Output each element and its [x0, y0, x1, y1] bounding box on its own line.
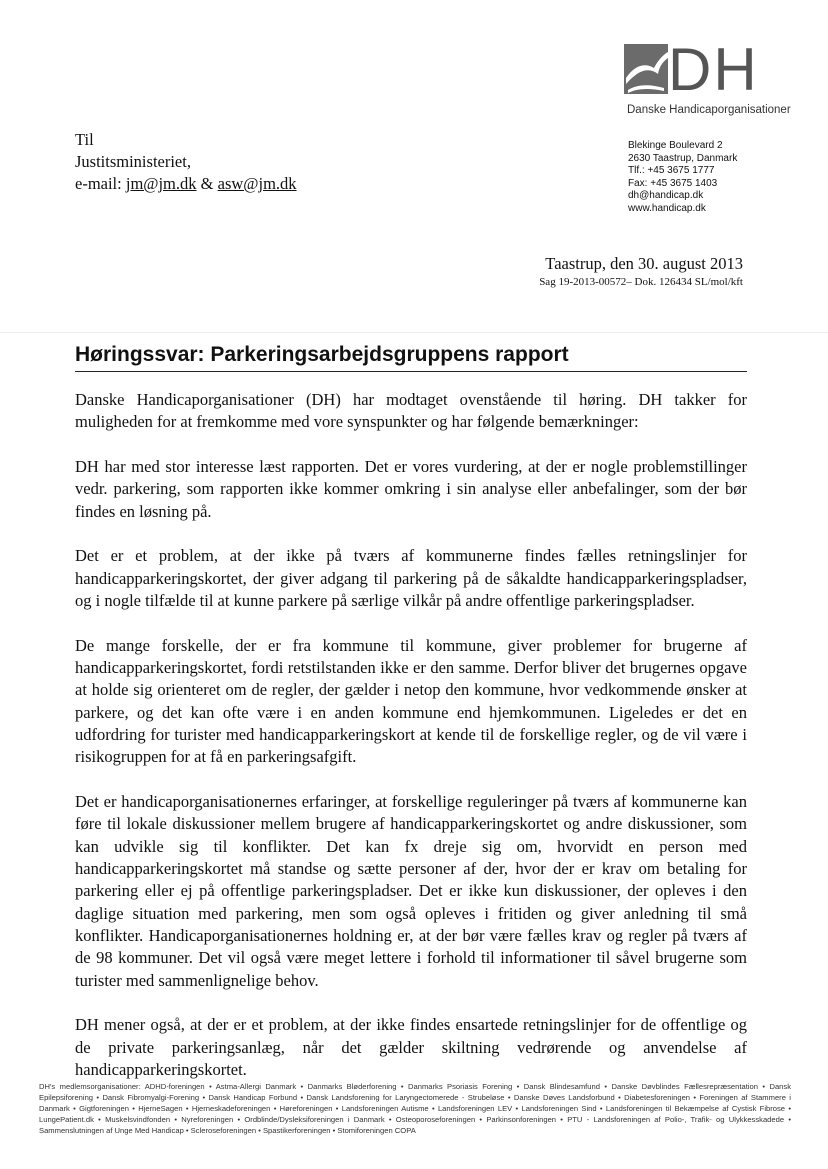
document-title: Høringssvar: Parkeringsarbejdsgruppens rapport [75, 343, 569, 366]
recipient-email-line [75, 173, 297, 195]
dh-bird-logo-icon [624, 44, 668, 94]
sender-address [628, 140, 737, 215]
page-fold-line [0, 332, 828, 333]
title-underline [75, 371, 747, 372]
body-paragraph: DH mener også, at der er et problem, at der ikke findes ensartede retningslinjer for de offentlige og de private parkeringsanlæg, når det gælder skiltning vedrørende og anvendelse af handicapparkeringskortet. [75, 1015, 747, 1079]
case-reference: Sag 19-2013-00572– Dok. 126434 SL/mol/kft [539, 276, 743, 288]
address-fax: Fax: +45 3675 1403 [628, 177, 718, 189]
body-paragraph: De mange forskelle, der er fra kommune til kommune, giver problemer for brugerne af handicapparkeringskortet, fordi retstilstanden ikke er den samme. Derfor bliver det brugernes opgave at holde sig orienteret om de regler, der gælder i netop den kommune, hvor vedkommende ønsker at parkere, og det kan ofte være i en anden kommune end hjemkommunen. Ligeledes er det en udfordring for turister med handicapparkeringskort at kende til de forskellige regler, og de vil være i risikogruppen for at få en parkeringsafgift. [75, 635, 747, 767]
email-link-2[interactable]: asw@jm.dk [217, 174, 297, 193]
address-street: Blekinge Boulevard 2 [628, 140, 723, 151]
email-separator: & [196, 174, 218, 193]
recipient-block [75, 129, 297, 195]
dh-logo [618, 36, 791, 120]
address-email[interactable]: dh@handicap.dk [628, 190, 704, 201]
email-link-1[interactable]: jm@jm.dk [125, 174, 197, 193]
body-paragraph: Danske Handicaporganisationer (DH) har modtaget ovenstående til høring. DH takker for muligheden for at fremkomme med vore synspunkter og har følgende bemærkninger: [75, 390, 747, 432]
address-phone: Tlf.: +45 3675 1777 [628, 165, 715, 176]
recipient-line-2: Justitsministeriet, [75, 152, 191, 171]
logo-organization-name: Danske Handicaporganisationer [627, 104, 791, 116]
address-city: 2630 Taastrup, Danmark [628, 152, 738, 164]
letter-body [75, 389, 747, 1104]
member-organizations-footer: DH's medlemsorganisationer: ADHD-foreningen • Astma-Allergi Danmark • Danmarks Bløderforening • Danmarks Psoriasis Forening • Dansk Blindesamfund • Danske Døvblindes Fællesrepræsentation • Dansk Epilepsiforening • Dansk Fibromyalgi-Forening • Dansk Handicap Forbund • Dansk Landsforening for Laryngectomerede - Strubeløse • Danske Døves Landsforbund • Diabetesforeningen • Foreningen af Stammere i Danmark • Gigtforeningen • HjerneSagen • Hjerneskadeforeningen • Høreforeningen • Landsforeningen Autisme • Landsforeningen LEV • Landsforeningen Sind • Landsforeningen til Bekæmpelse af Cystisk Fibrose • LungePatient.dk • Muskelsvindfonden • Nyreforeningen • Ordblinde/Dysleksiforeningen i Danmark • Osteoporoseforeningen • Parkinsonforeningen • PTU - Landsforeningen af Polio-, Trafik- og Ulykkesskadede • Sammenslutningen af Unge Med Handicap • Scleroseforeningen • Spastikerforeningen • Stomiforeningen COPA [39, 1082, 791, 1135]
email-prefix: e-mail: [75, 174, 126, 193]
recipient-line-1: Til [75, 130, 94, 149]
date-line: Taastrup, den 30. august 2013 [545, 254, 743, 273]
logo-letters: DH [668, 36, 759, 103]
body-paragraph: Det er et problem, at der ikke på tværs af kommunerne findes fælles retningslinjer for handicapparkeringskortet, der giver adgang til parkering på de såkaldte handicapparkeringspladser, og i nogle tilfælde til at kunne parkere på særlige vilkår på andre offentlige parkeringspladser. [75, 546, 747, 611]
address-web[interactable]: www.handicap.dk [628, 202, 706, 214]
body-paragraph: Det er handicaporganisationernes erfaringer, at forskellige reguleringer på tværs af kommunerne kan føre til lokale diskussioner mellem brugere af handicapparkeringskortet og andre diskussioner, som kan udvikle sig til konflikter. Det kan fx dreje sig om, hvorvidt en person med handicapparkeringskortet må standse og sætte personer af der, hvor der er krav om betaling for parkering eller ej på offentlige parkeringspladser. Det er ikke kun diskussioner, der opleves i den daglige situation med parkering, men som også opleves i fritiden og giver anledning til små konflikter. Handicaporganisationernes holdning er, at der bør være fælles krav og regler på tværs af de 98 kommuner. Det vil også være meget lettere i forhold til informationer til såvel brugerne som turister med sammenlignelige behov. [75, 792, 747, 990]
body-paragraph: DH har med stor interesse læst rapporten. Det er vores vurdering, at der er nogle problemstillinger vedr. parkering, som rapporten ikke kommer omkring i sin analyse eller anbefalinger, som der bør findes en løsning på. [75, 457, 747, 521]
